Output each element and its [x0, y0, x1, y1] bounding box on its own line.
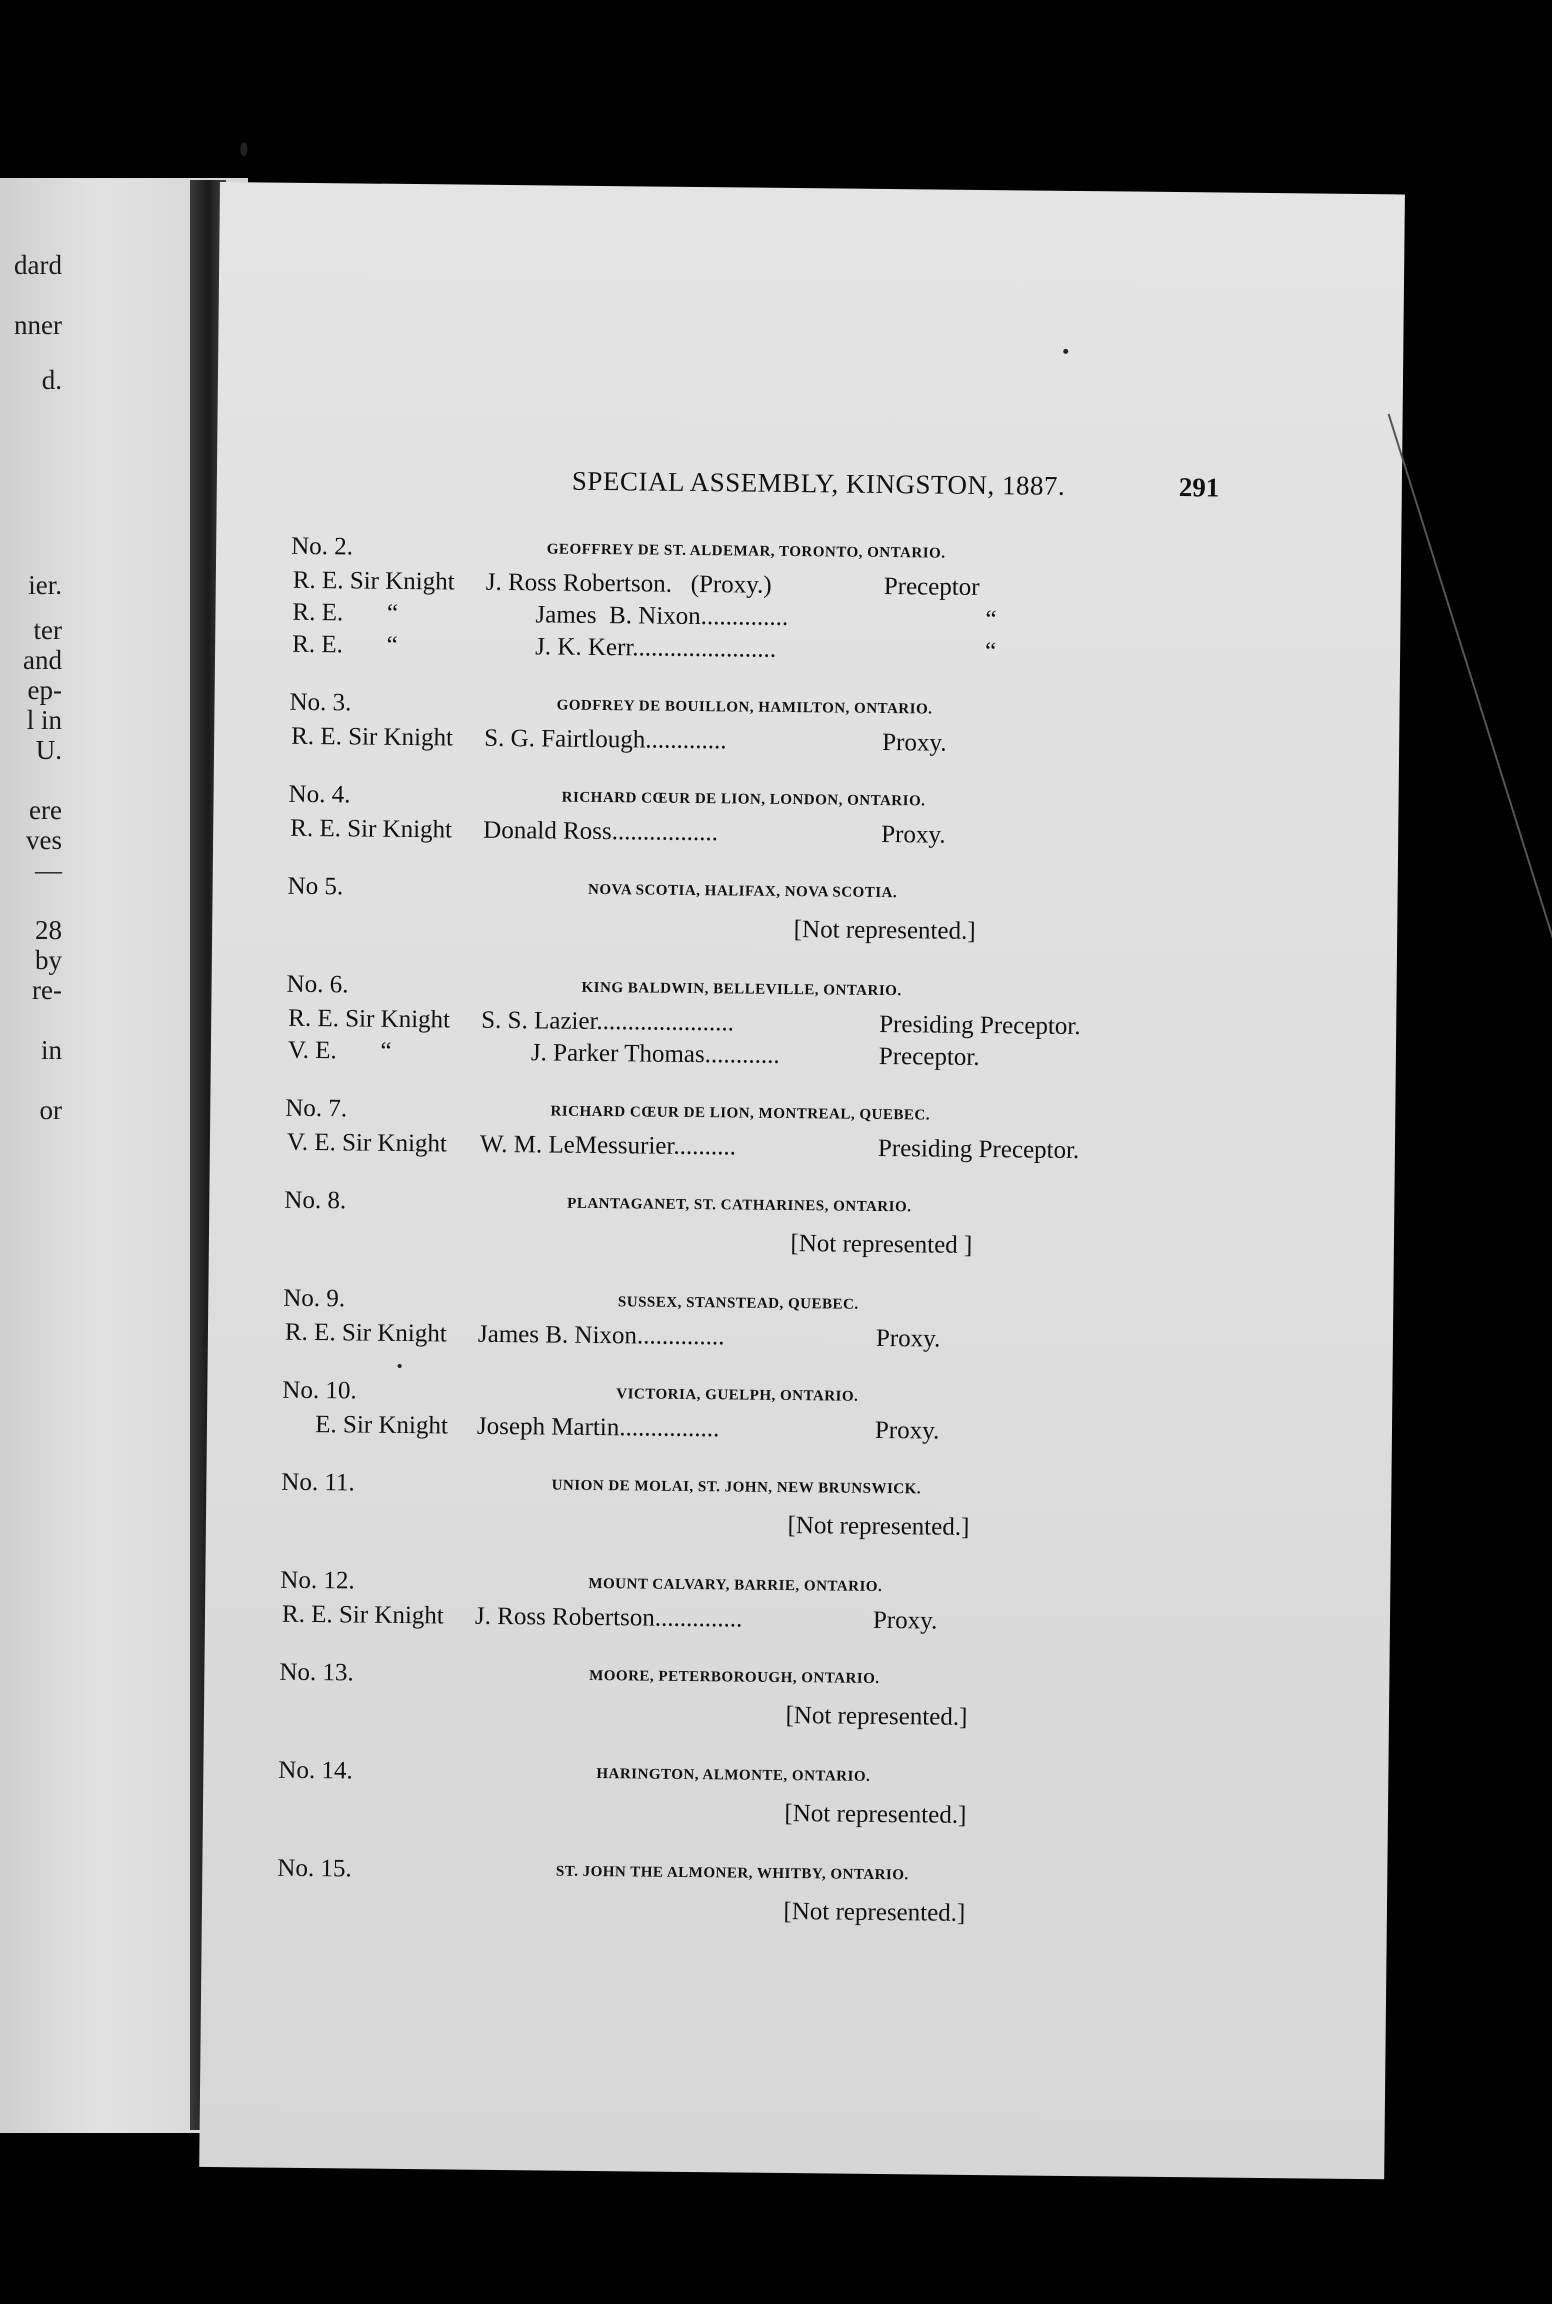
preceptory-entry: [208, 1284, 1394, 1362]
representative-name: J. Ross Robertson..............: [474, 1602, 743, 1633]
page-number: 291: [1178, 472, 1220, 503]
representative-office: “: [985, 606, 997, 634]
page-header: [217, 462, 1402, 514]
preceptory-number: No. 11.: [281, 1468, 355, 1497]
preceptory-number: No. 10.: [282, 1376, 357, 1405]
document-page: [199, 182, 1405, 2179]
representative-office: Preceptor: [883, 572, 980, 601]
preceptory-number: No 5.: [287, 872, 344, 901]
preceptory-title: UNION DE MOLAI, ST. JOHN, NEW BRUNSWICK.: [551, 1477, 922, 1498]
representative-rank: R. E. Sir Knight: [284, 1318, 447, 1348]
representative-name: W. M. LeMessurier..........: [479, 1130, 737, 1161]
left-page-fragment: ep-: [27, 675, 62, 705]
representative-rank: R. E. Sir Knight: [288, 1004, 451, 1034]
representative-office: Proxy.: [882, 728, 947, 757]
representative-office: Presiding Preceptor.: [879, 1010, 1081, 1041]
preceptory-title: VICTORIA, GUELPH, ONTARIO.: [616, 1386, 859, 1405]
preceptory-number: No. 12.: [280, 1566, 355, 1595]
left-page-fragment: U.: [35, 735, 62, 765]
preceptory-entry: [207, 1376, 1393, 1454]
not-represented-note: [Not represented ]: [790, 1230, 973, 1259]
preceptory-title: NOVA SCOTIA, HALIFAX, NOVA SCOTIA.: [587, 881, 898, 902]
left-page-fragment: by: [35, 945, 62, 975]
left-page-fragment: —: [35, 855, 62, 885]
representative-rank: R. E. “: [292, 630, 398, 659]
preceptory-title: SUSSEX, STANSTEAD, QUEBEC.: [617, 1294, 859, 1313]
left-page-fragment: 28: [35, 915, 62, 945]
representative-rank: R. E. “: [292, 598, 399, 627]
representative-office: Proxy.: [874, 1416, 940, 1445]
representative-office: Proxy.: [875, 1324, 941, 1353]
preceptory-title: RICHARD CŒUR DE LION, LONDON, ONTARIO.: [561, 789, 926, 810]
preceptory-number: No. 15.: [277, 1854, 352, 1883]
left-page-fragment: nner: [14, 310, 62, 340]
left-page-fragment: dard: [14, 250, 62, 280]
not-represented-note: [Not represented.]: [785, 1702, 968, 1731]
preceptory-entry: [204, 1658, 1390, 1742]
ink-speck: [1063, 349, 1068, 354]
representative-name: J. Parker Thomas............: [480, 1038, 780, 1069]
preceptory-number: No. 6.: [286, 970, 349, 999]
ink-speck: [398, 1364, 402, 1368]
representative-name: James B. Nixon..............: [477, 1320, 725, 1351]
preceptory-entry: [202, 1854, 1388, 1938]
representative-rank: R. E. Sir Knight: [281, 1600, 444, 1630]
preceptory-number: No. 9.: [283, 1284, 346, 1313]
preceptory-number: No. 14.: [278, 1756, 353, 1785]
left-page-fragment: and: [23, 645, 62, 675]
preceptory-number: No. 8.: [284, 1186, 347, 1215]
left-page-fragment: ier.: [28, 570, 62, 600]
preceptory-number: No. 7.: [285, 1094, 348, 1123]
representative-rank: V. E. Sir Knight: [286, 1128, 448, 1158]
representative-office: Preceptor.: [878, 1042, 980, 1072]
preceptory-title: HARINGTON, ALMONTE, ONTARIO.: [596, 1766, 871, 1785]
left-page-fragment: ere: [29, 795, 62, 825]
preceptory-title: ST. JOHN THE ALMONER, WHITBY, ONTARIO.: [555, 1863, 909, 1884]
left-page-fragment: re-: [32, 975, 62, 1005]
left-page-fragment: l in: [26, 705, 62, 735]
representative-office: Proxy.: [872, 1606, 938, 1635]
preceptory-title: MOORE, PETERBOROUGH, ONTARIO.: [589, 1667, 880, 1687]
left-page-fragment: ter: [33, 615, 62, 645]
not-represented-note: [Not represented.]: [784, 1800, 967, 1829]
preceptory-entry: [209, 1186, 1395, 1270]
representative-rank: R. E. Sir Knight: [292, 566, 455, 596]
preceptory-entry: [213, 780, 1399, 858]
preceptory-entry: [203, 1756, 1389, 1840]
preceptory-title: MOUNT CALVARY, BARRIE, ONTARIO.: [588, 1575, 883, 1596]
preceptory-entry: [205, 1566, 1391, 1644]
ink-speck: [240, 142, 247, 156]
preceptory-entry: [211, 970, 1397, 1080]
preceptory-title: GEOFFREY DE ST. ALDEMAR, TORONTO, ONTARIO.: [546, 541, 946, 562]
running-title: SPECIAL ASSEMBLY, KINGSTON, 1887.: [571, 465, 1066, 501]
representative-name: Donald Ross.................: [483, 816, 719, 847]
preceptory-number: No. 2.: [291, 532, 354, 561]
preceptory-title: GODFREY DE BOUILLON, HAMILTON, ONTARIO.: [556, 697, 933, 718]
preceptory-number: No. 3.: [289, 688, 352, 717]
preceptory-entry: [215, 532, 1401, 674]
representative-rank: E. Sir Knight: [283, 1410, 449, 1440]
preceptory-title: PLANTAGANET, ST. CATHARINES, ONTARIO.: [567, 1195, 912, 1216]
representative-name: S. G. Fairtlough.............: [484, 724, 727, 755]
preceptory-entry: [212, 872, 1398, 956]
preceptory-title: KING BALDWIN, BELLEVILLE, ONTARIO.: [581, 979, 902, 1000]
representative-rank: R. E. Sir Knight: [291, 722, 454, 752]
left-page-fragment: in: [40, 1035, 62, 1065]
not-represented-note: [Not represented.]: [793, 916, 976, 945]
representative-office: “: [984, 638, 997, 666]
left-page-fragment: or: [39, 1095, 62, 1125]
not-represented-note: [Not represented.]: [787, 1512, 970, 1541]
representative-rank: R. E. Sir Knight: [290, 814, 453, 844]
page-fold-line: [1388, 414, 1552, 968]
representative-name: James B. Nixon..............: [485, 600, 789, 631]
preceptory-title: RICHARD CŒUR DE LION, MONTREAL, QUEBEC.: [550, 1103, 931, 1124]
preceptory-entry: [214, 688, 1400, 766]
representative-name: S. S. Lazier......................: [481, 1006, 735, 1037]
preceptory-entry: [210, 1094, 1396, 1172]
left-page-fragment: ves: [26, 825, 62, 855]
left-page-fragment: d.: [41, 365, 62, 395]
preceptory-number: No. 13.: [279, 1658, 354, 1687]
preceptory-entry: [206, 1468, 1392, 1552]
preceptory-number: No. 4.: [288, 780, 351, 809]
representative-name: J. Ross Robertson. (Proxy.): [485, 568, 772, 599]
representative-name: Joseph Martin................: [476, 1412, 720, 1443]
representative-name: J. K. Kerr.......................: [485, 632, 777, 663]
representative-rank: V. E. “: [287, 1036, 392, 1065]
representative-office: Presiding Preceptor.: [877, 1134, 1080, 1165]
not-represented-note: [Not represented.]: [783, 1897, 966, 1927]
representative-office: Proxy.: [881, 820, 946, 849]
